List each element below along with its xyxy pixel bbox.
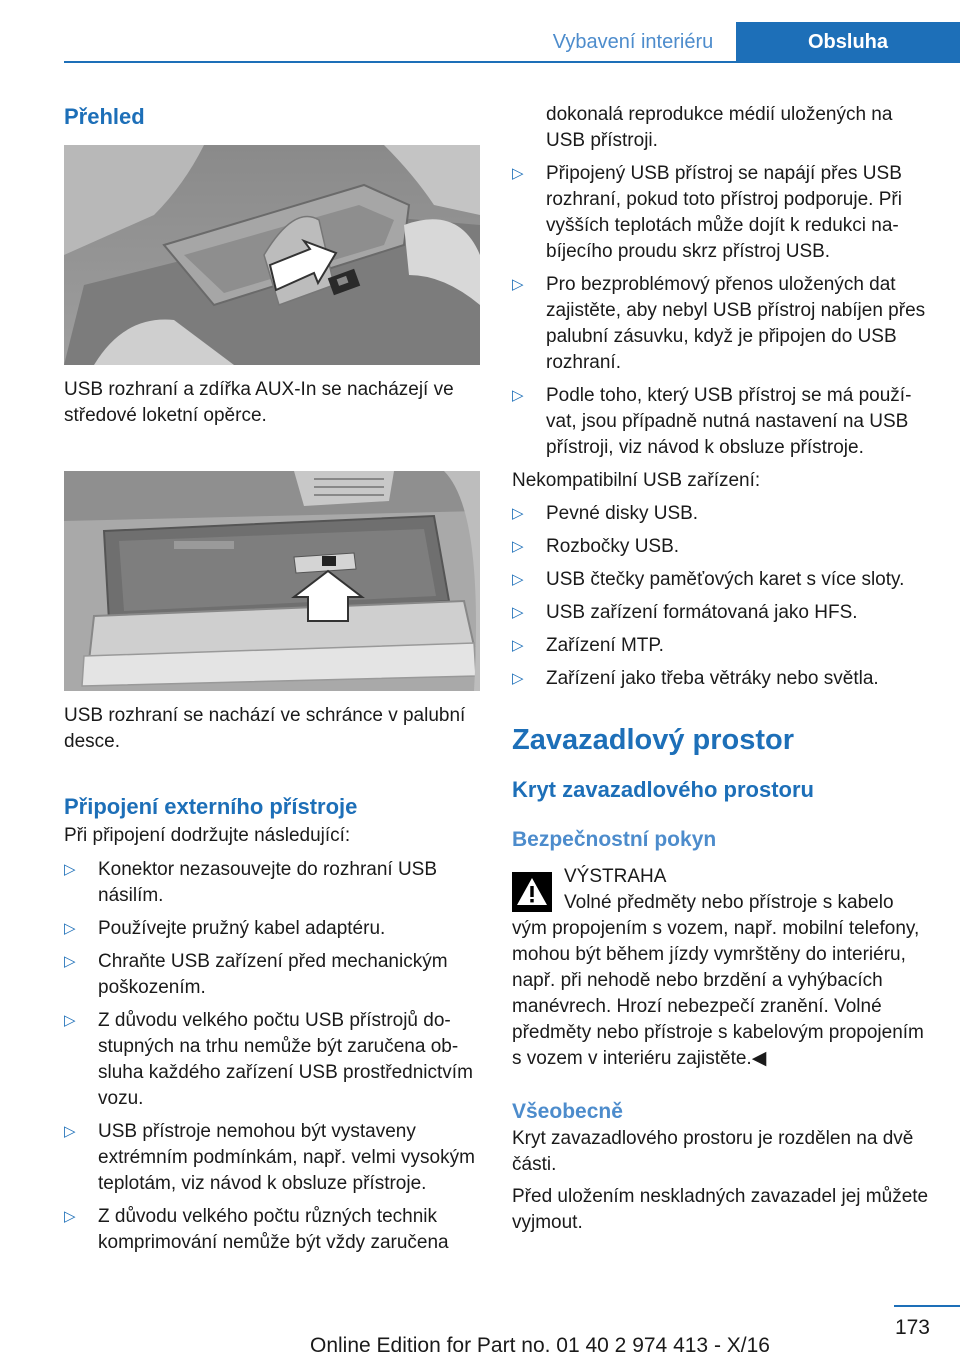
subsection-heading: Kryt zavazadlového prostoru xyxy=(512,777,814,802)
triangle-bullet-icon: ▷ xyxy=(512,165,524,182)
safety-heading: Bezpečnostní pokyn xyxy=(512,828,717,851)
footer-rule xyxy=(894,1305,960,1307)
list-item: ▷ Zařízení MTP. xyxy=(512,633,932,659)
header-section-title: Vybavení interiéru xyxy=(552,31,714,53)
triangle-bullet-icon: ▷ xyxy=(64,920,76,937)
triangle-bullet-icon: ▷ xyxy=(64,953,76,970)
list-item: ▷ Připojený USB přístroj se napájí přes USB rozhraní, pokud toto přístroj podporuje. Při vyšších teplotách může dojít k redukci nabíjecího proudu skrz přístroj USB. xyxy=(512,163,902,262)
list-item: ▷ Z důvodu velkého počtu různých technik komprimování nemůže být vždy zaručena xyxy=(64,1206,449,1253)
list-item: ▷ Chraňte USB zařízení před mechanickým poškozením. xyxy=(64,951,448,998)
warning-box xyxy=(512,864,932,1072)
left-column xyxy=(64,90,482,1256)
header-tab-obsluha: Obsluha xyxy=(736,22,960,63)
triangle-bullet-icon: ▷ xyxy=(64,1012,76,1029)
connect-heading: Připojení externího přístroje xyxy=(64,794,358,819)
incompatible-title: Nekompatibilní USB zařízení: xyxy=(512,470,761,491)
warning-text: vým propojením s vozem, např. mobilní telefony, mohou být během jízdy vymrštěny do interiéru, např. při nehodě nebo brzdění a vyhýbacích manévrech. Hrozí nebezpečí zranění. Volné předměty nebo přístroje s kabelovým propojením s vozem v interiéru zajistěte.◀ xyxy=(512,918,924,1069)
triangle-bullet-icon: ▷ xyxy=(64,861,76,878)
triangle-bullet-icon: ▷ xyxy=(512,637,524,654)
footer-edition: Online Edition for Part no. 01 40 2 974 413 - X/16 xyxy=(310,1334,770,1357)
usb-notes-list xyxy=(512,161,932,461)
list-item: ▷ Používejte pružný kabel adaptéru. xyxy=(64,916,482,942)
triangle-bullet-icon: ▷ xyxy=(512,571,524,588)
section-heading: Zavazadlový prostor xyxy=(512,724,795,756)
triangle-bullet-icon: ▷ xyxy=(512,505,524,522)
general-heading: Všeobecně xyxy=(512,1100,623,1123)
incompatible-list xyxy=(512,501,932,692)
list-item: ▷ USB přístroje nemohou být vystaveny extrémním podmínkám, např. velmi vysokým teplotám, viz návod k obsluze přístroje. xyxy=(64,1121,475,1194)
list-item: ▷ USB čtečky paměťových karet s více sloty. xyxy=(512,567,932,593)
general-paragraph-2: Před uložením neskladných zavazadel jej můžete vyjmout. xyxy=(512,1186,929,1233)
triangle-bullet-icon: ▷ xyxy=(512,387,524,404)
general-paragraph-1: Kryt zavazadlového prostoru je rozdělen na dvě části. xyxy=(512,1128,914,1175)
triangle-bullet-icon: ▷ xyxy=(512,276,524,293)
right-column xyxy=(512,90,932,1236)
connect-bullet-list xyxy=(64,857,482,1256)
caption-glovebox: USB rozhraní se nachází ve schránce v palubní desce. xyxy=(64,705,466,752)
continuation-text: dokonalá reprodukce médií uložených na USB přístroji. xyxy=(546,104,893,151)
list-item: ▷ Pro bezproblémový přenos uložených dat zajistěte, aby nebyl USB přístroj nabíjen přes palubní zásuvku, když je připojen do USB rozhraní. xyxy=(512,274,926,373)
caption-armrest: USB rozhraní a zdířka AUX-In se nacházejí ve středové loketní opěrce. xyxy=(64,379,454,426)
list-item: ▷ Rozbočky USB. xyxy=(512,534,932,560)
armrest-usb-photo xyxy=(64,145,480,365)
triangle-bullet-icon: ▷ xyxy=(512,538,524,555)
page-number: 173 xyxy=(894,1316,930,1339)
list-item: ▷ USB zařízení formátovaná jako HFS. xyxy=(512,600,932,626)
glovebox-usb-photo xyxy=(64,471,480,691)
warning-label: VÝSTRAHA xyxy=(564,866,667,887)
warning-first-line: Volné předměty nebo přístroje s kabelo xyxy=(564,892,894,913)
list-item: ▷ Z důvodu velkého počtu USB přístrojů dostupných na trhu nemůže být zaručena obsluha každého zařízení USB prostřednictvím vozu. xyxy=(64,1010,473,1109)
overview-heading: Přehled xyxy=(64,104,145,129)
connect-intro: Při připojení dodržujte následující: xyxy=(64,825,351,846)
triangle-bullet-icon: ▷ xyxy=(512,604,524,621)
list-item: ▷ Pevné disky USB. xyxy=(512,501,932,527)
list-item: ▷ Konektor nezasouvejte do rozhraní USB násilím. xyxy=(64,859,438,906)
list-item: ▷ Zařízení jako třeba větráky nebo světla. xyxy=(512,666,932,692)
triangle-bullet-icon: ▷ xyxy=(64,1208,76,1225)
list-item: ▷ Podle toho, který USB přístroj se má používat, jsou případně nutná nastavení na USB přístroji, viz návod k obsluze přístroje. xyxy=(512,385,912,458)
warning-triangle-icon xyxy=(512,872,552,912)
triangle-bullet-icon: ▷ xyxy=(64,1123,76,1140)
triangle-bullet-icon: ▷ xyxy=(512,670,524,687)
